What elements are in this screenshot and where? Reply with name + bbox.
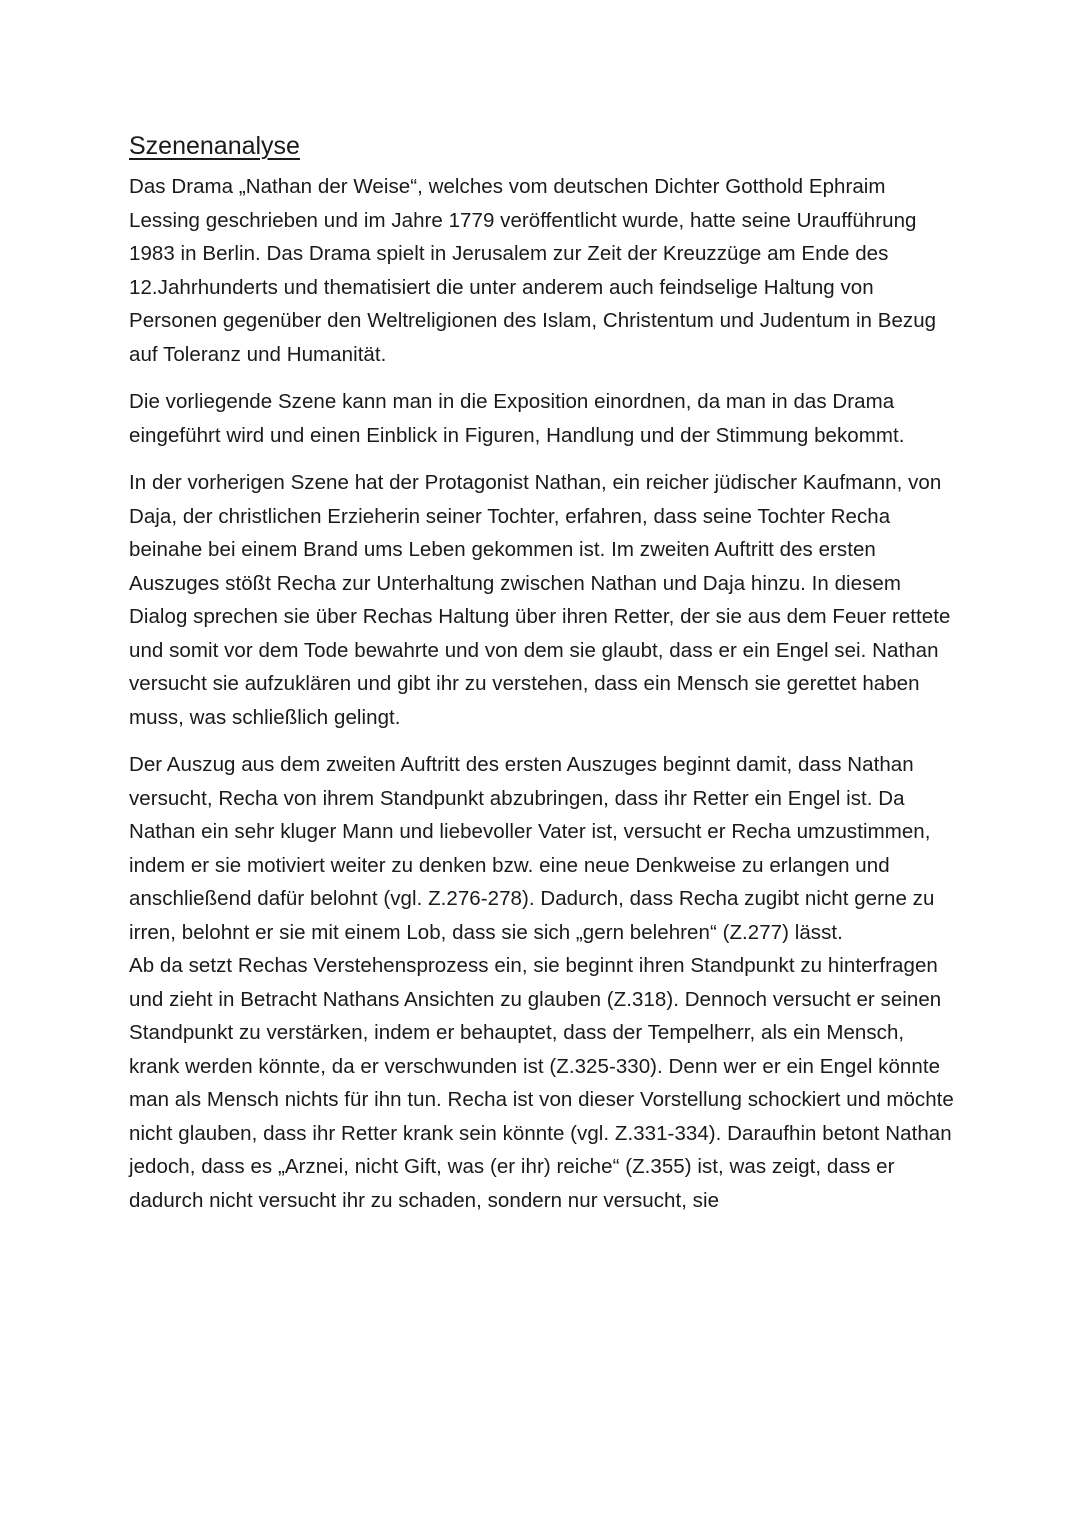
paragraph-analysis-continued: Ab da setzt Rechas Verstehensprozess ein, sie beginnt ihren Standpunkt zu hinterfragen und zieht in Betracht Nathans Ansichten zu glauben (Z.318). Dennoch versucht er seinen Standpunkt zu verstärken, indem er behauptet, dass der Tempelherr, als ein Mensch, krank werden könnte, da er verschwunden ist (Z.325-330). Denn wer er ein Engel könnte man als Mensch nichts für ihn tun. Recha ist von dieser Vorstellung schockiert und möchte nicht glauben, dass ihr Retter krank sein könnte (vgl. Z.331-334). Daraufhin betont Nathan jedoch, dass es „Arznei, nicht Gift, was (er ihr) reiche“ (Z.355) ist, was zeigt, dass er dadurch nicht versucht ihr zu schaden, sondern nur versucht, sie [129,954,954,1212]
paragraph-analysis-start: Der Auszug aus dem zweiten Auftritt des ersten Auszuges beginnt damit, dass Nathan versucht, Recha von ihrem Standpunkt abzubringen, dass ihr Retter ein Engel ist. Da Nathan ein sehr kluger Mann und liebevoller Vater ist, versucht er Recha umzustimmen, indem er sie motiviert weiter zu denken bzw. eine neue Denkweise zu erlangen und anschließend dafür belohnt (vgl. Z.276-278). Dadurch, dass Recha zugibt nicht gerne zu irren, belohnt er sie mit einem Lob, dass sie sich „gern belehren“ (Z.277) lässt. [129,753,935,944]
document-body [129,128,959,1231]
paragraph-exposition: Die vorliegende Szene kann man in die Exposition einordnen, da man in das Drama eingeführt wird und einen Einblick in Figuren, Handlung und der Stimmung bekommt. [129,390,905,447]
paragraph-previous-scene: In der vorherigen Szene hat der Protagonist Nathan, ein reicher jüdischer Kaufmann, von Daja, der christlichen Erzieherin seiner Tochter, erfahren, dass seine Tochter Recha beinahe bei einem Brand ums Leben gekommen ist. Im zweiten Auftritt des ersten Auszuges stößt Recha zur Unterhaltung zwischen Nathan und Daja hinzu. In diesem Dialog sprechen sie über Rechas Haltung über ihren Retter, der sie aus dem Feuer rettete und somit vor dem Tode bewahrte und von dem sie glaubt, dass er ein Engel sei. Nathan versucht sie aufzuklären und gibt ihr zu verstehen, dass ein Mensch sie gerettet haben muss, was schließlich gelingt. [129,471,951,729]
paragraph-introduction: Das Drama „Nathan der Weise“, welches vom deutschen Dichter Gotthold Ephraim Lessing geschrieben und im Jahre 1779 veröffentlicht wurde, hatte seine Uraufführung 1983 in Berlin. Das Drama spielt in Jerusalem zur Zeit der Kreuzzüge am Ende des 12.Jahrhunderts und thematisiert die unter anderem auch feindselige Haltung von Personen gegenüber den Weltreligionen des Islam, Christentum und Judentum in Bezug auf Toleranz und Humanität. [129,175,937,366]
page-title: Szenenanalyse [129,132,300,160]
